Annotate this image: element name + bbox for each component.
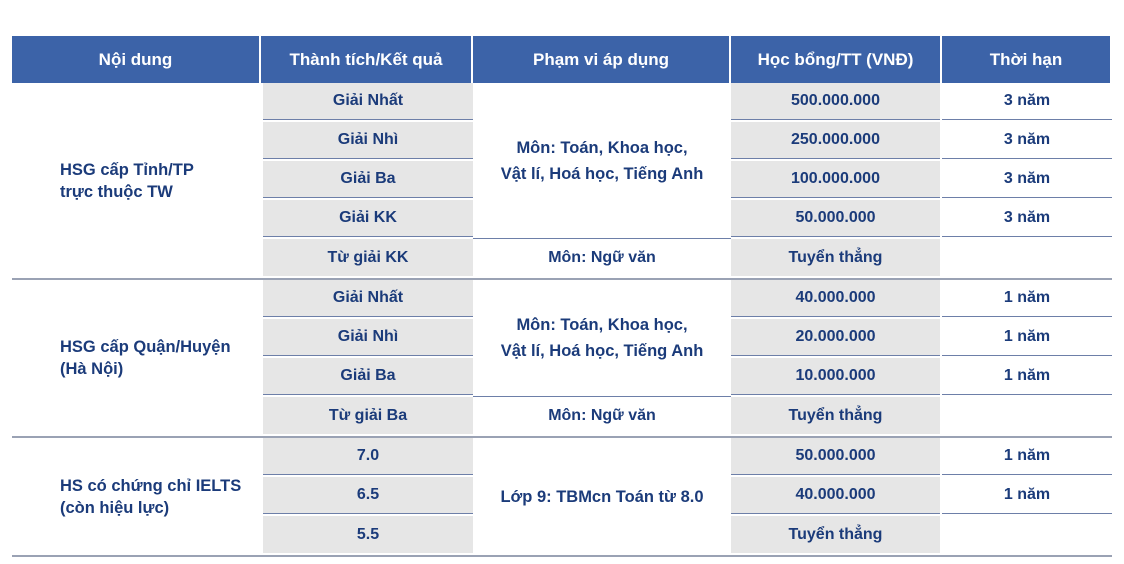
group-label: HSG cấp Quận/Huyện (Hà Nội) — [60, 338, 231, 378]
scope-cell: Môn: Toán, Khoa học, Vật lí, Hoá học, Tiếng Anh — [473, 280, 731, 397]
duration-cell: 3 năm — [942, 122, 1112, 159]
scholarship-cell: 50.000.000 — [731, 438, 940, 475]
scholarship-cell: Tuyển thẳng — [731, 397, 940, 434]
duration-cell: 1 năm — [942, 319, 1112, 356]
header-content: Nội dung — [12, 36, 261, 83]
group-district — [12, 280, 1112, 438]
result-cell: Giải Ba — [263, 161, 473, 198]
scholarship-cell: 20.000.000 — [731, 319, 940, 356]
duration-cell — [942, 397, 1112, 434]
scholarship-cell: 40.000.000 — [731, 280, 940, 317]
duration-cell — [942, 516, 1112, 553]
header-scope: Phạm vi áp dụng — [473, 36, 731, 83]
result-cell: Giải KK — [263, 200, 473, 237]
scholarship-cell: 40.000.000 — [731, 477, 940, 514]
duration-cell: 1 năm — [942, 438, 1112, 475]
scholarship-cell: 100.000.000 — [731, 161, 940, 198]
header-scholarship: Học bổng/TT (VNĐ) — [731, 36, 942, 83]
scope-cell: Môn: Toán, Khoa học, Vật lí, Hoá học, Tiếng Anh — [473, 83, 731, 239]
duration-cell: 1 năm — [942, 477, 1112, 514]
result-cell: Giải Nhì — [263, 122, 473, 159]
result-cell: Giải Nhì — [263, 319, 473, 356]
header-duration: Thời hạn — [942, 36, 1112, 83]
scholarship-cell: 50.000.000 — [731, 200, 940, 237]
result-cell: Giải Ba — [263, 358, 473, 395]
scholarship-cell: 250.000.000 — [731, 122, 940, 159]
result-cell: 6.5 — [263, 477, 473, 514]
duration-cell — [942, 239, 1112, 276]
duration-cell: 3 năm — [942, 83, 1112, 120]
scope-cell: Môn: Ngữ văn — [473, 239, 731, 276]
scholarship-cell: Tuyển thẳng — [731, 516, 940, 553]
header-result: Thành tích/Kết quả — [261, 36, 473, 83]
duration-cell: 3 năm — [942, 200, 1112, 237]
result-cell: Từ giải KK — [263, 239, 473, 276]
duration-cell: 1 năm — [942, 358, 1112, 395]
duration-cell: 1 năm — [942, 280, 1112, 317]
scholarship-cell: 500.000.000 — [731, 83, 940, 120]
duration-cell: 3 năm — [942, 161, 1112, 198]
scope-cell: Môn: Ngữ văn — [473, 397, 731, 434]
group-ielts — [12, 438, 1112, 557]
group-provincial — [12, 83, 1112, 280]
result-cell: Giải Nhất — [263, 83, 473, 120]
scope-cell: Lớp 9: TBMcn Toán từ 8.0 — [500, 487, 704, 506]
scholarship-table — [12, 36, 1112, 557]
result-cell: 7.0 — [263, 438, 473, 475]
group-label: HS có chứng chỉ IELTS (còn hiệu lực) — [60, 476, 242, 517]
result-cell: Từ giải Ba — [263, 397, 473, 434]
result-cell: 5.5 — [263, 516, 473, 553]
result-cell: Giải Nhất — [263, 280, 473, 317]
scholarship-cell: 10.000.000 — [731, 358, 940, 395]
scholarship-cell: Tuyển thẳng — [731, 239, 940, 276]
group-label: HSG cấp Tỉnh/TP trực thuộc TW — [60, 160, 194, 201]
